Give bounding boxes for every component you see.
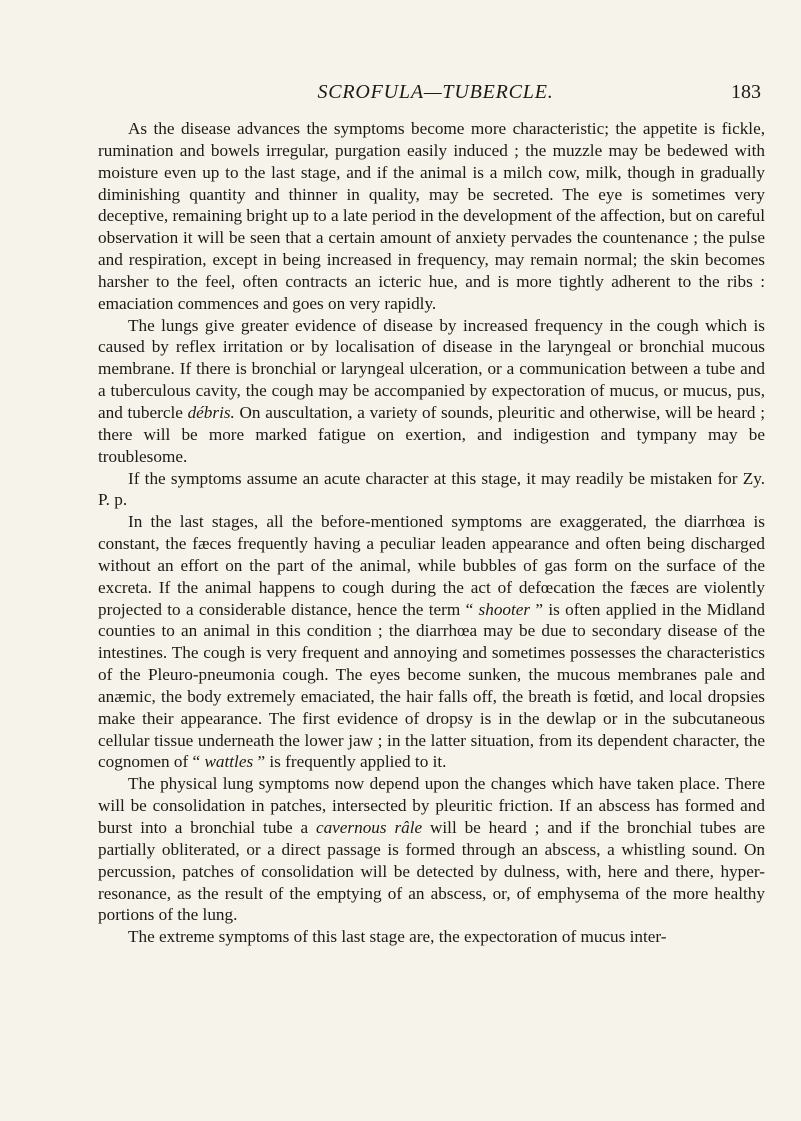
paragraph-text: If the symptoms assume an acute character at this stage, it may readily be mistaken for Zy. P. p. [98, 468, 765, 510]
paragraph-text: As the disease advances the symptoms become more characteristic; the appetite is fickle, rumination and bowels irregular, purgation easily induced ; the muzzle may be bedewed with moisture even up to the last stage, and if the animal is a milch cow, milk, though in gradually diminishing quantity and thinner in quality, may be secreted. The eye is sometimes very deceptive, remaining bright up to a late period in the development of the affection, but on careful observation it will be seen that a certain amount of anxiety pervades the countenance ; the pulse and respiration, except in being increased in frequency, may remain normal; the skin becomes harsher to the feel, often contracts an icteric hue, and is more tightly adherent to the ribs : emaciation commences and goes on very rapidly. [98, 119, 765, 313]
paragraph-text: ” is often applied in the Midland counties to an animal in this condition ; the diarrhœa may be due to secondary disease of the intestines. The cough is very frequent and annoying and sometimes possesses the characteristics of the Pleuro-pneumonia cough. The eyes become sunken, the mucous membranes pale and anæmic, the body extremely emaciated, the hair falls off, the breath is fœtid, and local dropsies make their appearance. The first evidence of dropsy is in the dewlap or in the subcutaneous cellular tissue underneath the lower jaw ; in the latter situation, from its dependent character, the cognomen of “ [98, 599, 765, 772]
italic-shooter: shooter [478, 599, 531, 619]
body-text [98, 118, 765, 948]
paragraph-physical-lung-symptoms [98, 773, 765, 926]
paragraph-lung-evidence [98, 315, 765, 468]
paragraph-acute-character [98, 468, 765, 512]
paragraph-text: The physical lung symptoms now depend upon the changes which have taken place. There will be consolidation in patches, intersected by pleuritic friction. If an abscess has formed and burst into a bronchial tube a [98, 774, 765, 837]
italic-cavernous-rale: cavernous râle [315, 818, 423, 837]
paragraph-text: The extreme symptoms of this last stage are, the expectoration of mucus inter- [128, 927, 667, 947]
paragraph-text: In the last stages, all the before-mentioned symptoms are exaggerated, the diarrhœa is constant, the fæces frequently having a peculiar leaden appearance and often being discharged without an effort on the part of the animal, while bubbles of gas form on the surface of the excreta. If the animal happens to cough during the act of defœcation the fæces are violently projected to a considerable distance, hence the term “ [98, 512, 765, 619]
paragraph-last-stages [98, 511, 765, 773]
page-number: 183 [731, 81, 761, 103]
paragraph-text: will be heard ; and if the bronchial tubes are partially obliterated, or a direct passage is formed through an abscess, a whistling sound. On percussion, patches of consolidation will be detected by dulness, with, here and there, hyper-resonance, as the result of the emptying of an abscess, or, of emphysema of the more healthy portions of the lung. [98, 818, 765, 925]
italic-wattles: wattles [204, 752, 254, 772]
italic-debris: débris. [187, 402, 235, 422]
paragraph-text: The lungs give greater evidence of disease by increased frequency in the cough which is caused by reflex irritation or by localisation of disease in the laryngeal or bronchial mucous membrane. If there is bronchial or laryngeal ulceration, or a communication between a tube and a tuberculous cavity, the cough may be accompanied by expectoration of mucus, or mucus, pus, and tubercle [98, 315, 765, 422]
running-head [98, 80, 761, 110]
paragraph-extreme-symptoms [98, 926, 765, 948]
paragraph-text: ” is frequently applied to it. [253, 752, 447, 772]
paragraph-text: On auscultation, a variety of sounds, pleuritic and otherwise, will be heard ; there will be more marked fatigue on exertion, and indigestion and tympany may be troublesome. [98, 402, 765, 466]
paragraph-advancing-symptoms [98, 118, 765, 315]
running-title: SCROFULA—TUBERCLE. [317, 81, 554, 103]
